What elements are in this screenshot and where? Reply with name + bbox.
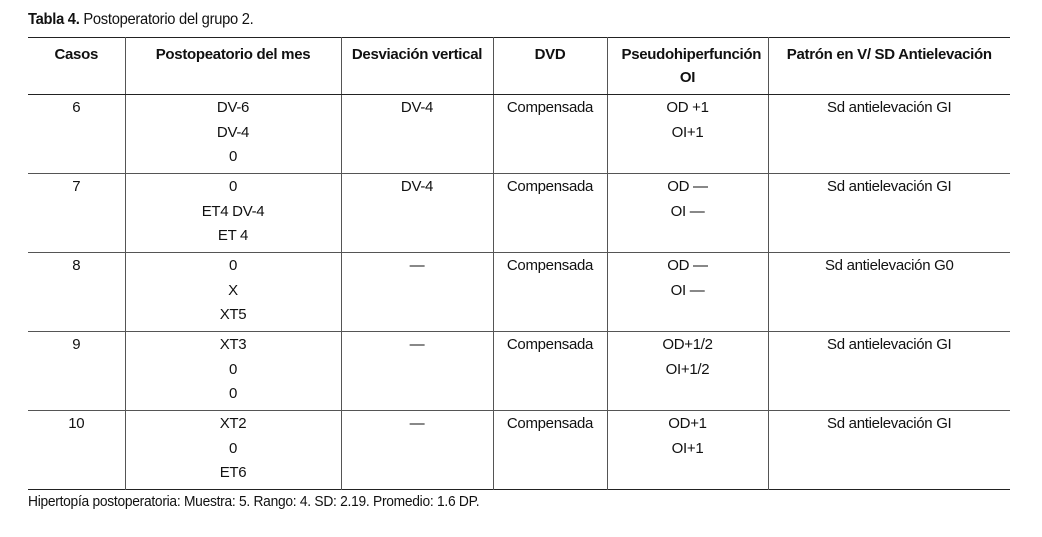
header-postoperatorio: Postopeatorio del mes bbox=[125, 38, 341, 95]
cell-caso: 6 bbox=[28, 95, 125, 174]
cell-desviacion-vertical: — bbox=[341, 253, 493, 332]
postop-line: DV-6 bbox=[216, 99, 250, 116]
pseudo-line: OI — bbox=[670, 202, 705, 220]
table-row bbox=[28, 332, 1010, 411]
cell-patron: Sd antielevación G0 bbox=[768, 253, 1010, 332]
header-dvd: DVD bbox=[493, 38, 607, 95]
table-footnote: Hipertopía postoperatoria: Muestra: 5. Rango: 4. SD: 2.19. Promedio: 1.6 DP. bbox=[28, 493, 480, 510]
pseudo-line: OD+1 bbox=[668, 415, 707, 432]
header-desviacion-vertical: Desviación vertical bbox=[341, 38, 493, 95]
pseudo-line: OD — bbox=[667, 178, 708, 195]
pseudo-line: OI — bbox=[670, 281, 705, 299]
table-row bbox=[28, 174, 1010, 253]
cell-dvd: Compensada bbox=[493, 95, 607, 174]
cell-desviacion-vertical: — bbox=[341, 411, 493, 490]
table-header-row bbox=[28, 38, 1010, 95]
postop-line: 0 bbox=[228, 439, 238, 457]
table-row bbox=[28, 253, 1010, 332]
cell-dvd: Compensada bbox=[493, 174, 607, 253]
cell-postoperatorio bbox=[125, 332, 341, 411]
postop-line: DV-4 bbox=[216, 123, 250, 141]
cell-caso: 9 bbox=[28, 332, 125, 411]
pseudo-line: OD +1 bbox=[666, 99, 709, 116]
postop-line: XT3 bbox=[219, 336, 247, 353]
header-casos: Casos bbox=[28, 38, 125, 95]
postop-line: X bbox=[228, 281, 238, 299]
postop-line: 0 bbox=[228, 360, 238, 378]
cell-patron: Sd antielevación GI bbox=[768, 332, 1010, 411]
postop-line: ET6 bbox=[219, 464, 247, 481]
cell-postoperatorio bbox=[125, 411, 341, 490]
table-caption bbox=[28, 11, 253, 29]
pseudo-line: OD+1/2 bbox=[662, 336, 713, 353]
table-row bbox=[28, 411, 1010, 490]
postop-line: 0 bbox=[228, 257, 238, 274]
pseudo-line: OI+1 bbox=[671, 439, 704, 457]
header-patron: Patrón en V/ SD Antielevación bbox=[768, 38, 1010, 95]
pseudo-line: OD — bbox=[667, 257, 708, 274]
cell-postoperatorio bbox=[125, 253, 341, 332]
table-caption-label: Tabla 4. bbox=[28, 11, 80, 28]
cell-pseudohiperfuncion bbox=[607, 253, 768, 332]
postop-line: ET 4 bbox=[217, 227, 249, 244]
cell-postoperatorio bbox=[125, 174, 341, 253]
cell-pseudohiperfuncion bbox=[607, 95, 768, 174]
postop-line: ET4 DV-4 bbox=[201, 202, 265, 220]
cell-dvd: Compensada bbox=[493, 332, 607, 411]
cell-caso: 8 bbox=[28, 253, 125, 332]
cell-pseudohiperfuncion bbox=[607, 411, 768, 490]
table-row bbox=[28, 95, 1010, 174]
results-table bbox=[28, 37, 1010, 490]
cell-desviacion-vertical: DV-4 bbox=[341, 174, 493, 253]
cell-dvd: Compensada bbox=[493, 411, 607, 490]
cell-pseudohiperfuncion bbox=[607, 174, 768, 253]
postop-line: 0 bbox=[228, 178, 238, 195]
cell-caso: 10 bbox=[28, 411, 125, 490]
postop-line: XT5 bbox=[219, 306, 247, 323]
postop-line: XT2 bbox=[219, 415, 247, 432]
cell-patron: Sd antielevación GI bbox=[768, 95, 1010, 174]
cell-caso: 7 bbox=[28, 174, 125, 253]
pseudo-line: OI+1/2 bbox=[665, 360, 710, 378]
pseudo-line: OI+1 bbox=[671, 123, 704, 141]
header-pseudohiperfuncion: Pseudohiperfunción OI bbox=[607, 38, 768, 95]
cell-patron: Sd antielevación GI bbox=[768, 411, 1010, 490]
cell-pseudohiperfuncion bbox=[607, 332, 768, 411]
cell-desviacion-vertical: DV-4 bbox=[341, 95, 493, 174]
cell-patron: Sd antielevación GI bbox=[768, 174, 1010, 253]
cell-postoperatorio bbox=[125, 95, 341, 174]
postop-line: 0 bbox=[228, 148, 238, 165]
postop-line: 0 bbox=[228, 385, 238, 402]
table-caption-text: Postoperatorio del grupo 2. bbox=[83, 11, 254, 28]
cell-desviacion-vertical: — bbox=[341, 332, 493, 411]
cell-dvd: Compensada bbox=[493, 253, 607, 332]
